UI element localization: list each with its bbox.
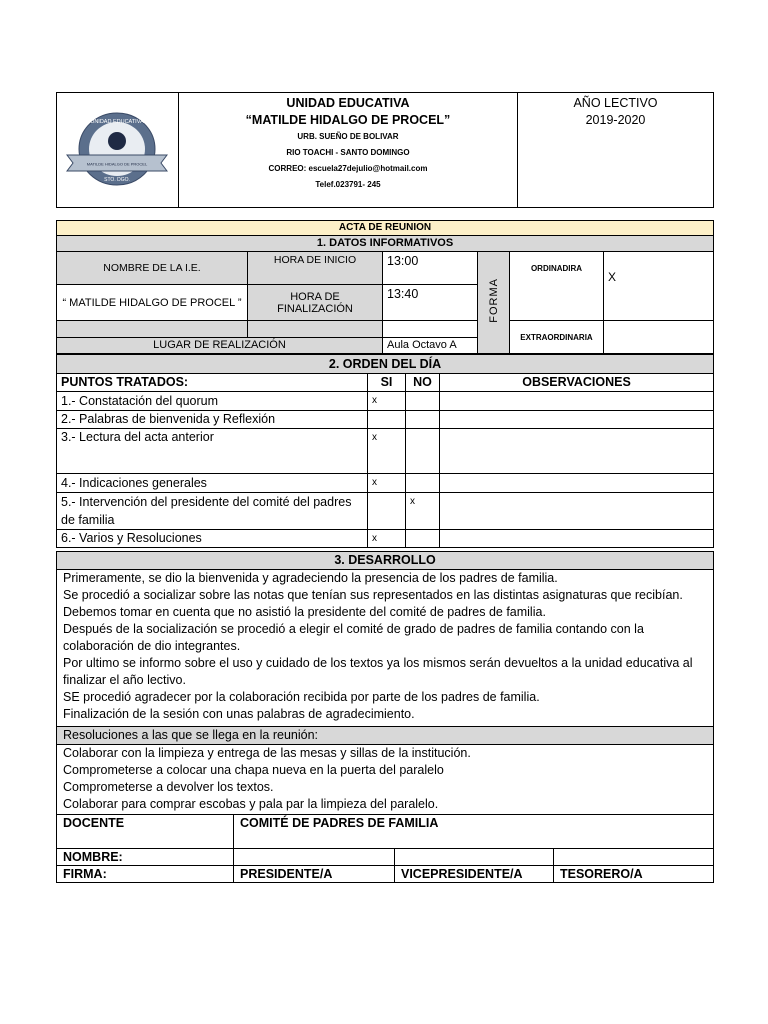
desarrollo-line: SE procedió agradecer por la colaboración recibida por parte de los padres de familia. [63, 690, 540, 704]
point-5: 5.- Intervención del presidente del comité del padres de familia [57, 493, 368, 530]
point-3-obs [440, 429, 714, 474]
point-1-si: x [368, 392, 406, 411]
resoluciones-text [57, 745, 714, 815]
school-logo [65, 111, 169, 187]
acta-title: ACTA DE REUNION [57, 221, 714, 236]
vicepresidente-label: VICEPRESIDENTE/A [395, 866, 554, 883]
resolucion-line: Colaborar para comprar escobas y pala par la limpieza del paralelo. [63, 797, 439, 811]
ordinaria-label: ORDINADIRA [510, 252, 604, 321]
point-2-si [368, 411, 406, 429]
start-value: 13:00 [383, 252, 478, 285]
point-4-si: x [368, 474, 406, 493]
logo-cell [57, 93, 179, 208]
col-no: NO [406, 374, 440, 392]
desarrollo-line: Finalización de la sesión con unas palabras de agradecimiento. [63, 707, 415, 721]
presidente-label: PRESIDENTE/A [234, 866, 395, 883]
table-row [57, 411, 714, 429]
desarrollo-table [56, 551, 714, 883]
school-name: “MATILDE HIDALGO DE PROCEL” [245, 113, 451, 127]
year-value: 2019-2020 [585, 113, 646, 127]
section-2-title: 2. ORDEN DEL DÍA [57, 355, 714, 374]
desarrollo-text [57, 570, 714, 727]
school-phone: Telef.023791- 245 [315, 180, 381, 189]
datos-table [56, 220, 714, 354]
school-email: CORREO: escuela27dejulio@hotmail.com [268, 164, 428, 173]
place-row [56, 337, 714, 354]
ie-label: NOMBRE DE LA I.E. [57, 252, 248, 285]
table-row [57, 474, 714, 493]
point-2: 2.- Palabras de bienvenida y Reflexión [57, 411, 368, 429]
nombre-label: NOMBRE: [57, 849, 234, 866]
point-6: 6.- Varios y Resoluciones [57, 530, 368, 548]
tesorero-label: TESORERO/A [554, 866, 714, 883]
extra-label: EXTRAORDINARIA [510, 321, 604, 354]
table-row [57, 429, 714, 474]
end-value: 13:40 [383, 285, 478, 321]
ie-value: “ MATILDE HIDALGO DE PROCEL ” [57, 285, 248, 321]
nombre-presidente [234, 849, 395, 866]
point-5-obs [440, 493, 714, 530]
logo-banner-text: MATILDE HIDALGO DE PROCEL [86, 161, 148, 167]
resolucion-line: Comprometerse a devolver los textos. [63, 780, 274, 794]
docente-label: DOCENTE [57, 815, 234, 849]
year-label: AÑO LECTIVO [573, 96, 658, 110]
point-1-obs [440, 392, 714, 411]
table-row [57, 493, 714, 530]
desarrollo-line: Primeramente, se dio la bienvenida y agradeciendo la presencia de los padres de familia. [63, 571, 558, 585]
nombre-vicepresidente [395, 849, 554, 866]
desarrollo-line: Por ultimo se informo sobre el uso y cuidado de los textos ya los mismos serán devueltos a la unidad educativa al finalizar el año lectivo. [63, 656, 693, 687]
resolucion-line: Colaborar con la limpieza y entrega de las mesas y sillas de la institución. [63, 746, 471, 760]
resoluciones-title: Resoluciones a las que se llega en la reunión: [57, 727, 714, 745]
col-obs: OBSERVACIONES [440, 374, 714, 392]
nombre-tesorero [554, 849, 714, 866]
desarrollo-line: Se procedió a socializar sobre las notas que tenían sus representados en las distintas asignaturas que recibían. [63, 588, 683, 602]
col-si: SI [368, 374, 406, 392]
point-5-no: x [406, 493, 440, 530]
ordinaria-mark: X [604, 252, 714, 321]
table-row [57, 392, 714, 411]
point-6-no [406, 530, 440, 548]
school-line-1: UNIDAD EDUCATIVA [286, 96, 410, 110]
point-4-no [406, 474, 440, 493]
point-4-obs [440, 474, 714, 493]
point-1: 1.- Constatación del quorum [57, 392, 368, 411]
place-label: LUGAR DE REALIZACIÓN [57, 338, 383, 354]
point-4: 4.- Indicaciones generales [57, 474, 368, 493]
comite-label: COMITÉ DE PADRES DE FAMILIA [234, 815, 714, 849]
section-1-title: 1. DATOS INFORMATIVOS [57, 236, 714, 252]
school-address-2: RIO TOACHI - SANTO DOMINGO [286, 148, 410, 157]
agenda-table [56, 354, 714, 548]
desarrollo-line: Después de la socialización se procedió a elegir el comité de grado de padres de familia contando con la colaboración de dio integrantes. [63, 622, 644, 653]
firma-label: FIRMA: [57, 866, 234, 883]
point-6-obs [440, 530, 714, 548]
point-2-no [406, 411, 440, 429]
forma-label: FORMA [487, 277, 500, 323]
point-2-obs [440, 411, 714, 429]
point-3: 3.- Lectura del acta anterior [57, 429, 368, 474]
place-value: Aula Octavo A [383, 338, 478, 354]
point-5-si [368, 493, 406, 530]
logo-ring-text: UNIDAD EDUCATIVA [90, 119, 144, 125]
logo-bottom-text: STO. DGO. [104, 177, 130, 183]
school-address-1: URB. SUEÑO DE BOLIVAR [297, 132, 399, 141]
point-3-si: x [368, 429, 406, 474]
col-points: PUNTOS TRATADOS: [57, 374, 368, 392]
end-label: HORA DE FINALIZACIÓN [248, 285, 383, 321]
point-1-no [406, 392, 440, 411]
resolucion-line: Comprometerse a colocar una chapa nueva en la puerta del paralelo [63, 763, 444, 777]
start-label: HORA DE INICIO [248, 252, 383, 285]
point-3-no [406, 429, 440, 474]
desarrollo-line: Debemos tomar en cuenta que no asistió la presidente del comité de padres de familia. [63, 605, 546, 619]
section-3-title: 3. DESARROLLO [57, 552, 714, 570]
table-row [57, 530, 714, 548]
point-6-si: x [368, 530, 406, 548]
header-table [56, 92, 714, 208]
